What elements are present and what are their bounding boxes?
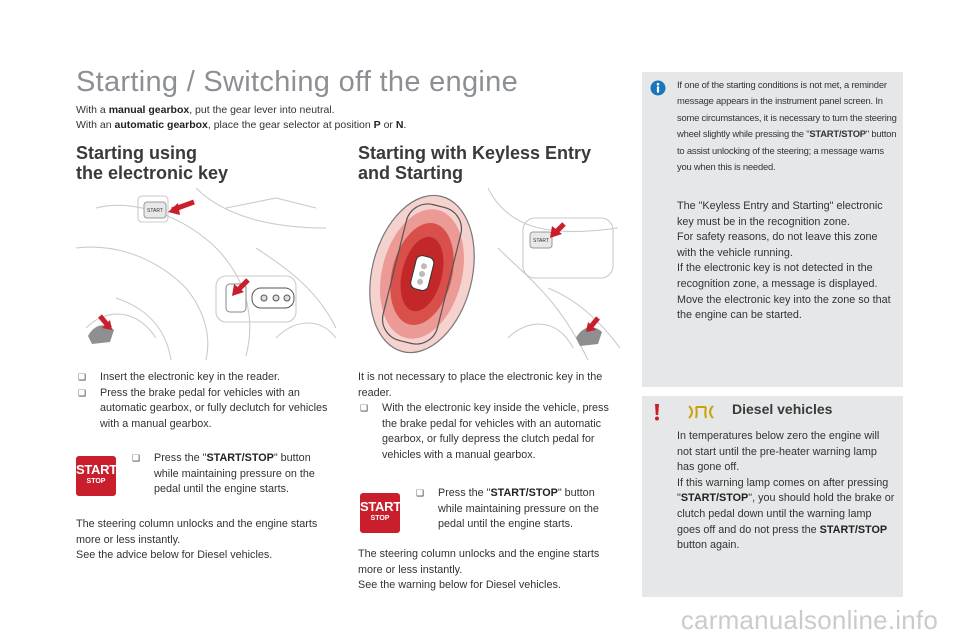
middle-press-instruction: ❑ Press the "START/STOP" button while maintaining pressure on the pedal until the engine starts. <box>416 487 599 531</box>
illustration-keyless-zone <box>358 188 620 360</box>
section-heading-keyless: Starting with Keyless Entry and Starting <box>358 143 592 183</box>
left-footer: The steering column unlocks and the engine starts more or less instantly. See the advice below for Diesel vehicles. <box>76 518 318 562</box>
info-icon <box>650 80 666 101</box>
intro-text: With a manual gearbox, put the gear lever into neutral. With an automatic gearbox, place the gear selector at position P or N. <box>76 104 407 131</box>
diesel-panel <box>642 396 903 597</box>
diesel-heading: Diesel vehicles <box>732 401 833 417</box>
middle-footer: The steering column unlocks and the engine starts more or less instantly. See the warning below for Diesel vehicles. <box>358 548 600 592</box>
diesel-text: In temperatures below zero the engine will not start until the pre-heater warning lamp has gone off. If this warning lamp comes on after pressing "START/STOP", you should hold the brake or clutch pedal down until the warning lamp goes off and do not press the START/STOP button again. <box>677 430 895 552</box>
svg-text:START: START <box>147 208 163 214</box>
svg-text:START: START <box>533 238 549 244</box>
start-stop-button-icon: START STOP <box>76 456 116 496</box>
keyless-recognition-text: The "Keyless Entry and Starting" electronic key must be in the recognition zone. For safety reasons, do not leave this zone with the vehicle running. If the electronic key is not detected in the recognition zone, a message is displayed. Move the electronic key into the zone so that the engine can be started. <box>677 200 891 322</box>
section-heading-electronic-key: Starting using the electronic key <box>76 143 229 183</box>
info-panel <box>642 72 903 387</box>
left-bullets: ❑ Insert the electronic key in the reader. ❑ Press the brake pedal for vehicles with an automatic gearbox, or fully declutch for vehicles with a manual gearbox. <box>78 371 328 430</box>
left-press-instruction: ❑ Press the "START/STOP" button while maintaining pressure on the pedal until the engine starts. <box>132 452 315 496</box>
page-title: Starting / Switching off the engine <box>76 66 519 98</box>
info-text: If one of the starting conditions is not met, a reminder message appears in the instrument panel screen. In some circumstances, it is necessary to turn the steering wheel slightly while pressing the "START/STOP" button to assist unlocking of the steering; a message warns you when this is needed. <box>677 79 897 173</box>
middle-body: It is not necessary to place the electronic key in the reader. ❑ With the electronic key inside the vehicle, press the brake pedal for vehicles with an automatic gearbox, or fully depress the clutch pedal for vehicles with a manual gearbox. <box>358 371 609 461</box>
illustration-key-reader <box>76 188 336 360</box>
watermark: carmanualsonline.info <box>680 605 938 635</box>
preheater-icon <box>686 404 716 425</box>
start-stop-button-icon: START STOP <box>360 493 400 533</box>
warning-icon <box>650 403 664 426</box>
